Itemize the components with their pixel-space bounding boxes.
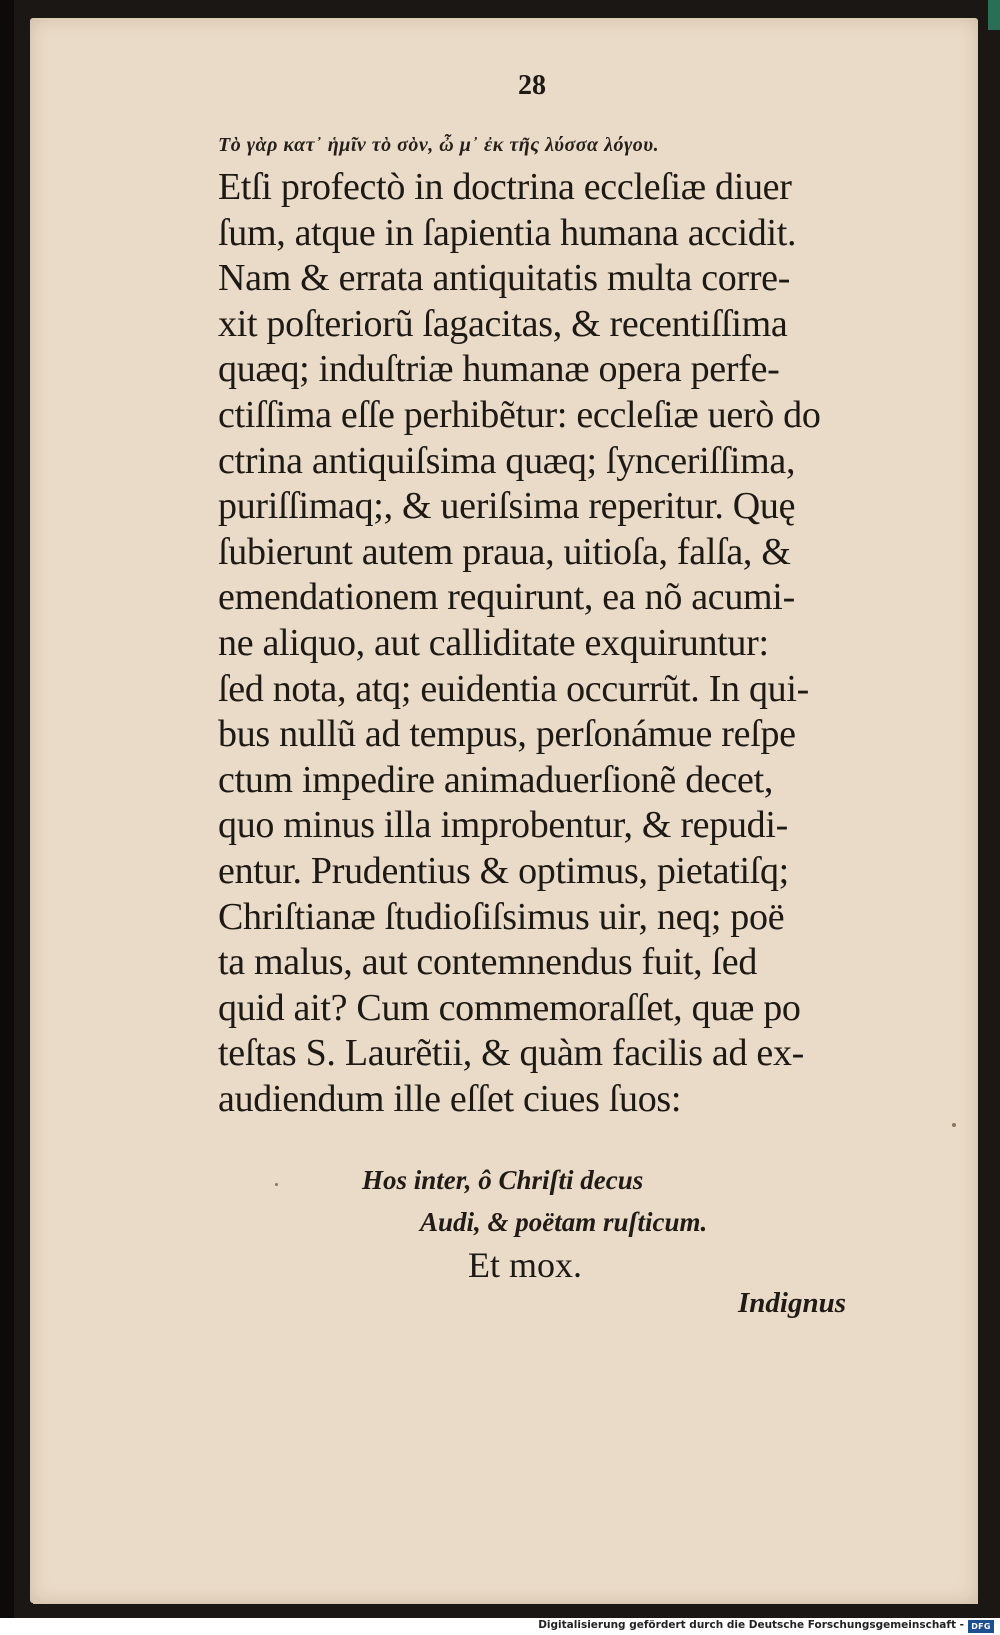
verse-line-2: Audi, & poëtam ruſticum. <box>420 1207 708 1237</box>
text-line: bus nullũ ad tempus, perſonámue reſpe <box>218 713 796 756</box>
text-line: ctiſſima eſſe perhibẽtur: eccleſiæ uerò do <box>218 393 821 436</box>
dfg-logo: DFG <box>968 1620 994 1633</box>
text-line: ctrina antiquiſsima quæq; ſynceriſſima, <box>218 439 796 482</box>
text-line: ctum impedire animaduerſionẽ decet, <box>218 758 774 801</box>
text-line: quid ait? Cum commemoraſſet, quæ po <box>218 986 801 1029</box>
text-line: Nam & errata antiquitatis multa corre- <box>218 257 791 300</box>
body-text-block <box>218 165 918 1122</box>
text-line: ta malus, aut contemnendus fuit, ſed <box>218 941 758 984</box>
greek-quotation-line: Τὸ γὰρ κατ᾽ ἡμῖν τὸ σὸν, ὦ μ᾽ ἐκ τῆς λύσσα λόγου. <box>218 134 660 156</box>
text-line: puriſſimaq;, & ueriſsima reperitur. Quę <box>218 485 796 528</box>
text-line: teſtas S. Laurẽtii, & quàm facilis ad ex- <box>218 1032 805 1075</box>
catchword: Indignus <box>738 1287 847 1319</box>
text-line: ſubierunt autem praua, uitioſa, falſa, & <box>218 530 791 573</box>
text-line: quo minus illa improbentur, & repudi- <box>218 804 788 847</box>
text-line: ſed nota, atq; euidentia occurrũt. In qui- <box>218 667 809 710</box>
verse-line-1: Hos inter, ô Chriſti decus <box>362 1165 644 1195</box>
text-line: ne aliquo, aut calliditate exquiruntur: <box>218 621 769 664</box>
page-number: 28 <box>518 70 546 101</box>
text-line: emendationem requirunt, ea nõ acumi- <box>218 576 795 619</box>
digitization-credit: Digitalisierung gefördert durch die Deutsche Forschungsgemeinschaft - <box>538 1619 964 1631</box>
ink-speck <box>952 1123 956 1127</box>
et-mox-line: Et mox. <box>468 1245 582 1285</box>
text-line: ſum, atque in ſapientia humana accidit. <box>218 211 797 254</box>
text-line: entur. Prudentius & optimus, pietatiſq; <box>218 849 789 892</box>
text-line: audiendum ille eſſet ciues ſuos: <box>218 1077 682 1120</box>
text-line: quæq; induſtriæ humanæ opera perfe- <box>218 348 780 391</box>
text-line: Chriſtianæ ſtudioſiſsimus uir, neq; poë <box>218 895 785 938</box>
ink-speck <box>275 1183 278 1186</box>
text-line: Etſi profectò in doctrina eccleſiæ diuer <box>218 166 792 208</box>
text-line: xit poſteriorũ ſagacitas, & recentiſſima <box>218 302 788 345</box>
